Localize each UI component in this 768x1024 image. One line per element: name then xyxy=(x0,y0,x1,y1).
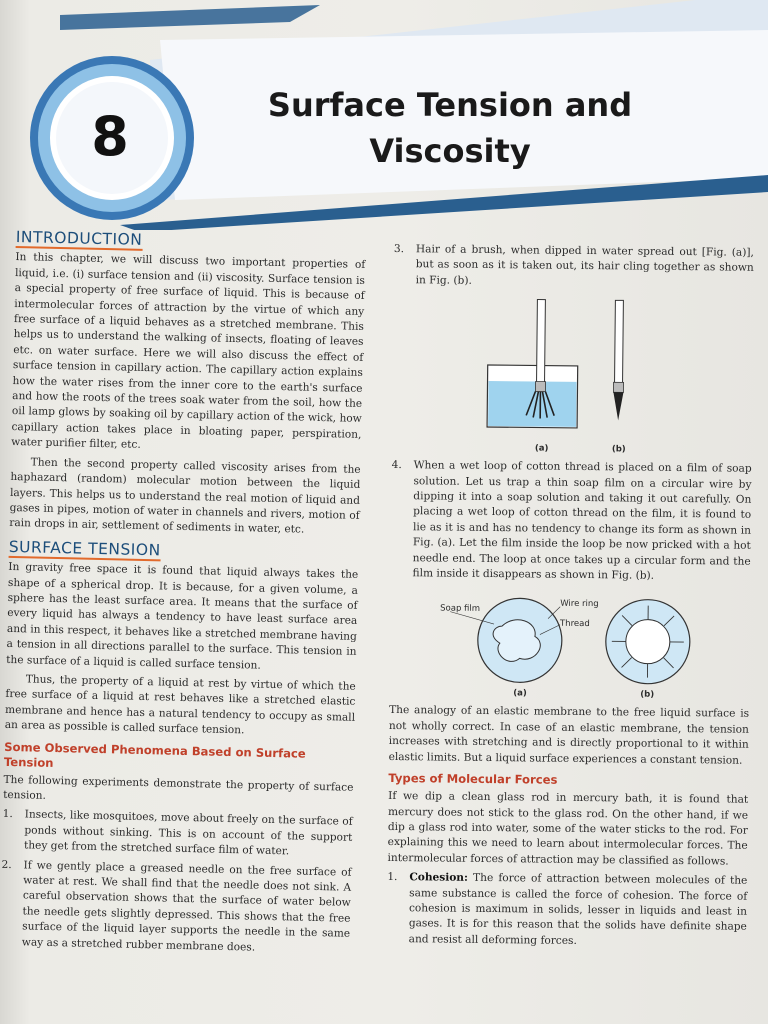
brush-figure xyxy=(392,294,754,458)
intro-paragraph-2: Then the second property called viscosity arises from the haphazard (random) molecular motion between the liquid layers. This helps us to understand the real motion of liquid and gases in pipes, motion of water in channels and rivers, motion of rain drops in air, settlement of sediments in water, etc. xyxy=(9,456,361,536)
molecular-forces-heading: Types of Molecular Forces xyxy=(388,771,558,787)
molecular-forces-paragraph: If we dip a clean glass rod in mercury bath, it is found that mercury does not stick to the glass rod. On the other hand, if we dip a glass rod into water, some of the water sticks to the rod. For explaining this we need to learn about intermolecular forces. The intermolecular forces of attraction may be classified as follows. xyxy=(387,790,749,868)
chapter-title-line2: Viscosity xyxy=(369,132,531,170)
list-text: Insects, like mosquitoes, move about freely on the surface of ponds without sinking. This is on account of the support they get from the stretched surface film of water. xyxy=(23,808,353,858)
brush-diagram xyxy=(392,294,754,446)
chapter-title-line1: Surface Tension and xyxy=(267,86,633,124)
chapter-title xyxy=(250,82,650,174)
figure-caption-b: (b) xyxy=(640,690,655,701)
figure-caption-b: (b) xyxy=(611,444,626,455)
list-text: If we gently place a greased needle on the free surface of water at rest. We shall find that the needle does not sink. A careful observation shows that the surface of water below the needle gets slightly depressed. This shows that the free surface of the liquid layer supports the needle in the same way as a stretched rubber membrane does. xyxy=(21,858,352,954)
figure-caption-a: (a) xyxy=(534,443,549,454)
list-number: 2. xyxy=(1,858,12,871)
chapter-number: 8 xyxy=(91,105,129,168)
list-text: Hair of a brush, when dipped in water spread out [Fig. (a)], but as soon as it is taken out, its hair cling together as shown in Fig. (b). xyxy=(415,243,754,287)
term-cohesion: Cohesion: xyxy=(409,871,469,884)
label-soap-film: Soap film xyxy=(440,603,481,615)
list-number: 1. xyxy=(387,871,398,884)
soap-film-figure xyxy=(389,587,750,703)
list-text xyxy=(409,870,748,951)
list-item xyxy=(0,857,352,957)
list-item xyxy=(390,458,751,585)
intro-heading: INTRODUCTION xyxy=(16,230,143,251)
chapter-banner xyxy=(0,0,768,230)
left-column xyxy=(0,230,366,962)
phenomena-heading: Some Observed Phenomena Based on Surface Tension xyxy=(3,739,306,770)
figure-caption-a: (a) xyxy=(513,688,527,699)
label-wire-ring: Wire ring xyxy=(560,599,599,610)
right-column xyxy=(387,242,754,955)
list-item xyxy=(387,870,748,951)
list-number: 1. xyxy=(2,808,13,821)
surface-tension-heading: SURFACE TENSION xyxy=(9,540,161,562)
analogy-paragraph: The analogy of an elastic membrane to the free liquid surface is not wholly correct. In case of an elastic membrane, the tension increases with stretching and is directly proportional to it within elastic limits. But a liquid surface experiences a constant tension. xyxy=(388,704,750,767)
phenomena-intro: The following experiments demonstrate the property of surface tension. xyxy=(3,773,354,802)
surface-tension-paragraph-2: Thus, the property of a liquid at rest by virtue of which the free surface of a liquid at rest behaves like a stretched elastic membrane and hence has a natural tendency to occupy as small an area as possible is called surface tension. xyxy=(4,673,356,737)
list-text: When a wet loop of cotton thread is placed on a film of soap solution. Let us trap a thin soap film on a circular wire by dipping it into a soap solution and taking it out carefully. On placing a wet loop of cotton thread on the film, it is found to lie as it is and has no tendency to change its form as shown in Fig. (a). Let the film inside the loop be now pricked with a hot needle end. The loop at once takes up a circular form and the film inside it disappears as shown in Fig. (b). xyxy=(412,459,752,582)
list-item xyxy=(394,242,754,292)
list-number: 3. xyxy=(393,242,405,256)
label-thread: Thread xyxy=(559,619,590,630)
list-number: 4. xyxy=(391,459,402,472)
list-item xyxy=(2,807,353,861)
surface-tension-paragraph-1: In gravity free space it is found that liquid always takes the shape of a spherical drop. It is because, for a given volume, a sphere has the least surface area. It means that the surface of every liquid has always a tendency to have least surface area and in this respect, it behaves like a stretched membrane having a tension in all directions parallel to the surface. This tension in the surface of a liquid is called surface tension. xyxy=(6,561,359,672)
cohesion-definition: The force of attraction between molecules of the same substance is called the force of cohesion. The force of cohesion is maximum in solids, lesser in liquids and least in gases. It is for this reason that the solids have definite shape and resist all deforming forces. xyxy=(408,871,748,947)
intro-paragraph-1: In this chapter, we will discuss two important properties of liquid, i.e. (i) surface tension and (ii) viscosity. Surface tension is a special property of free surface of liquid. This is because of intermolecular forces of attraction by the virtue of which any free surface of a liquid behaves as a stretched membrane. This helps us to understand the walking of insects, floating of leaves etc. on water surface. Here we will also discuss the effect of surface tension in capillary action. The capillary action explains how the water rises from the inner core to the earth's surface and how the roots of the trees soak water from the soil, how the oil lamp glows by soaking oil by capillary action of the wick, how capillary action takes place in bloating paper, perspiration, water purifier filter, etc. xyxy=(11,251,366,452)
